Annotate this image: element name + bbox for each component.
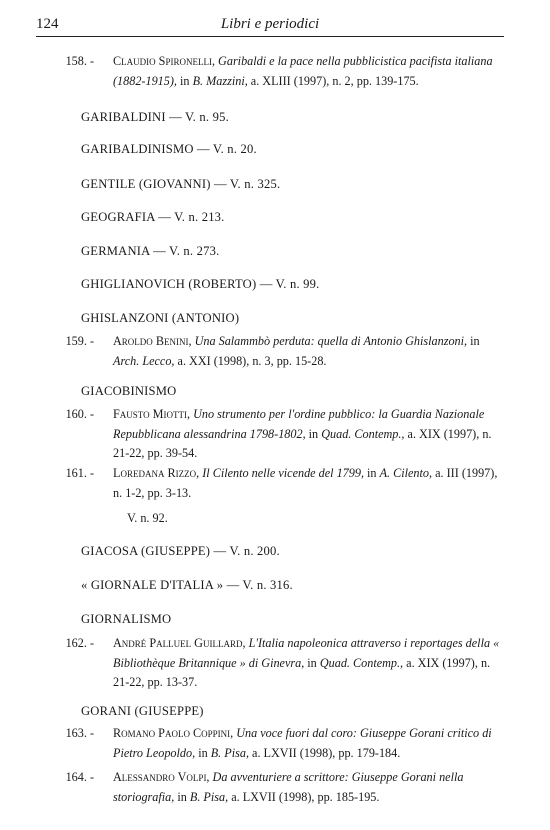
entry-in: in (177, 789, 187, 804)
entry-in: in (470, 334, 480, 348)
page-number: 124 (36, 16, 59, 32)
entry-journal: B. Pisa, (189, 789, 229, 804)
bibliography-entry (36, 52, 504, 91)
entry-details: a. XIX (1997), n. 21-22, pp. 39-54. (113, 426, 492, 460)
entry-title: Uno strumento per l'ordine pubblico: la Guardia Nazionale Repubblicana alessandrina 1798-1802, (113, 407, 485, 441)
entry-details: a. XXI (1998), n. 3, pp. 15-28. (177, 353, 327, 368)
entry-details: a. III (1997), n. 1-2, pp. 3-13. (113, 466, 498, 500)
page-header (36, 16, 504, 37)
entry-in: in (198, 745, 208, 760)
entry-author: Fausto Miotti, (113, 407, 191, 421)
entry-title: Una voce fuori dal coro: Giuseppe Gorani critico di Pietro Leopoldo, (113, 726, 492, 760)
bibliography-entry (36, 405, 504, 464)
entry-details: a. XLIII (1997), n. 2, pp. 139-175. (250, 73, 419, 88)
entry-number: 161. - (65, 466, 94, 480)
entry-in: in (307, 655, 317, 670)
entry-journal: B. Pisa, (210, 745, 249, 760)
index-heading: GIORNALISMO (81, 612, 172, 626)
index-heading: GARIBALDINISMO — V. n. 20. (81, 142, 257, 156)
entry-journal: Quad. Contemp., (319, 655, 404, 670)
entry-details: a. LXVII (1998), pp. 185-195. (231, 789, 380, 804)
entry-details: a. LXVII (1998), pp. 179-184. (252, 745, 401, 760)
entry-journal: Arch. Lecco, (113, 353, 175, 368)
entry-text (113, 464, 504, 503)
index-heading: GIACOSA (GIUSEPPE) — V. n. 200. (81, 544, 280, 558)
entry-author: Romano Paolo Coppini, (113, 726, 234, 740)
index-heading: GERMANIA — V. n. 273. (81, 244, 220, 258)
entry-details: a. XIX (1997), n. 21-22, pp. 13-37. (113, 655, 491, 689)
entry-text (113, 332, 504, 371)
bibliography-entry (36, 634, 504, 693)
entry-number: 158. - (65, 54, 94, 68)
entry-journal: B. Mazzini, (192, 73, 248, 88)
entry-title: Garibaldi e la pace nella pubblicistica pacifista italiana (1882-1915), (113, 54, 493, 88)
entry-number: 164. - (65, 770, 94, 784)
index-heading: GHISLANZONI (ANTONIO) (81, 311, 240, 325)
index-heading: GARIBALDINI — V. n. 95. (81, 110, 229, 124)
entry-author: Loredana Rizzo, (113, 466, 200, 480)
entry-number: 159. - (65, 334, 94, 348)
entry-text (113, 634, 504, 693)
index-heading: GHIGLIANOVICH (ROBERTO) — V. n. 99. (81, 277, 320, 291)
entry-title: Una Salammbò perduta: quella di Antonio Ghislanzoni, (194, 334, 468, 348)
bibliography-entry (36, 768, 504, 807)
entry-see-also: V. n. 92. (127, 511, 168, 525)
entry-title: Da avventuriere a scrittore: Giuseppe Gorani nella storiografia, (113, 770, 464, 804)
entry-author: André Palluel Guillard, (113, 636, 246, 650)
entry-number: 162. - (65, 636, 94, 650)
index-heading: GIACOBINISMO (81, 384, 177, 398)
index-heading: GEOGRAFIA — V. n. 213. (81, 210, 225, 224)
entry-number: 163. - (65, 726, 94, 740)
entry-title: L'Italia napoleonica attraverso i reportages della « Bibliothèque Britannique » di Ginevra, (113, 636, 500, 670)
bibliography-entry (36, 724, 504, 763)
index-heading: GENTILE (GIOVANNI) — V. n. 325. (81, 177, 281, 191)
entry-in: in (180, 73, 190, 88)
entry-journal: Quad. Contemp., (321, 426, 405, 441)
entry-author: Claudio Spironelli, (113, 54, 215, 68)
running-title: Libri e periodici (220, 16, 320, 32)
entry-text (113, 724, 504, 763)
entry-journal: A. Cilento, (379, 466, 433, 480)
entry-number: 160. - (65, 407, 94, 421)
index-heading: GORANI (GIUSEPPE) (81, 704, 204, 718)
bibliography-entry (36, 332, 504, 371)
entry-in: in (308, 426, 319, 441)
entry-text (113, 405, 504, 464)
entry-in: in (367, 466, 377, 480)
entry-author: Alessandro Volpi, (113, 770, 210, 784)
entry-author: Aroldo Benini, (113, 334, 192, 348)
entry-text (113, 52, 504, 91)
entry-title: Il Cilento nelle vicende del 1799, (202, 466, 364, 480)
index-heading: « GIORNALE D'ITALIA » — V. n. 316. (81, 578, 293, 592)
entry-text (113, 768, 504, 807)
bibliography-entry (36, 464, 504, 529)
